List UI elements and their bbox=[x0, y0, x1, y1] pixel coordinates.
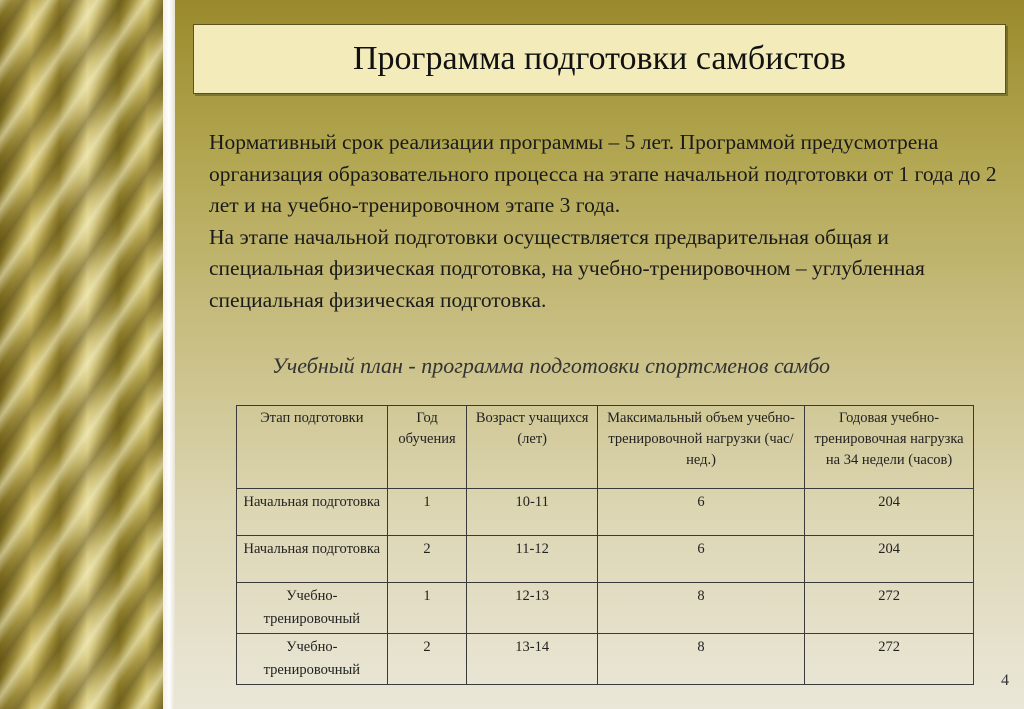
table-row bbox=[237, 536, 974, 583]
cell-weekly-load: 6 bbox=[597, 536, 804, 583]
cell-stage: Начальная подготовка bbox=[237, 489, 388, 536]
cell-year: 1 bbox=[387, 489, 467, 536]
cell-year: 2 bbox=[387, 536, 467, 583]
body-text bbox=[209, 127, 999, 316]
header-weekly-load: Максимальный объем учебно-тренировочной нагрузки (час/нед.) bbox=[597, 406, 804, 489]
table-row bbox=[237, 489, 974, 536]
cell-age: 13-14 bbox=[467, 634, 597, 685]
cell-age: 11-12 bbox=[467, 536, 597, 583]
cell-annual-load: 204 bbox=[805, 489, 974, 536]
cell-stage: Начальная подготовка bbox=[237, 536, 388, 583]
cell-annual-load: 272 bbox=[805, 583, 974, 634]
paragraph-2: На этапе начальной подготовки осуществляется предварительная общая и специальная физическая подготовка, на учебно-тренировочном – углубленная специальная физическая подготовка. bbox=[209, 224, 925, 312]
header-year: Год обучения bbox=[387, 406, 467, 489]
cell-stage: Учебно-тренировочный bbox=[237, 634, 388, 685]
cell-year: 1 bbox=[387, 583, 467, 634]
header-annual-load: Годовая учебно-тренировочная нагрузка на 34 недели (часов) bbox=[805, 406, 974, 489]
cell-age: 10-11 bbox=[467, 489, 597, 536]
cell-annual-load: 272 bbox=[805, 634, 974, 685]
cell-weekly-load: 6 bbox=[597, 489, 804, 536]
cell-age: 12-13 bbox=[467, 583, 597, 634]
decorative-column bbox=[0, 0, 175, 709]
cell-weekly-load: 8 bbox=[597, 583, 804, 634]
title-box bbox=[193, 24, 1006, 94]
cell-weekly-load: 8 bbox=[597, 634, 804, 685]
table-row bbox=[237, 634, 974, 685]
page-number: 4 bbox=[1001, 672, 1009, 689]
cell-stage: Учебно-тренировочный bbox=[237, 583, 388, 634]
header-age: Возраст учащихся (лет) bbox=[467, 406, 597, 489]
slide-title: Программа подготовки самбистов bbox=[353, 40, 846, 77]
plan-title: Учебный план - программа подготовки спортсменов самбо bbox=[272, 353, 830, 378]
header-stage: Этап подготовки bbox=[237, 406, 388, 489]
table-header-row bbox=[237, 406, 974, 489]
table-row bbox=[237, 583, 974, 634]
cell-annual-load: 204 bbox=[805, 536, 974, 583]
training-plan-table bbox=[236, 405, 974, 685]
cell-year: 2 bbox=[387, 634, 467, 685]
paragraph-1: Нормативный срок реализации программы – 5 лет. Программой предусмотрена организация образовательного процесса на этапе начальной подготовки от 1 года до 2 лет и на учебно-тренировочном этапе 3 года. bbox=[209, 130, 997, 217]
